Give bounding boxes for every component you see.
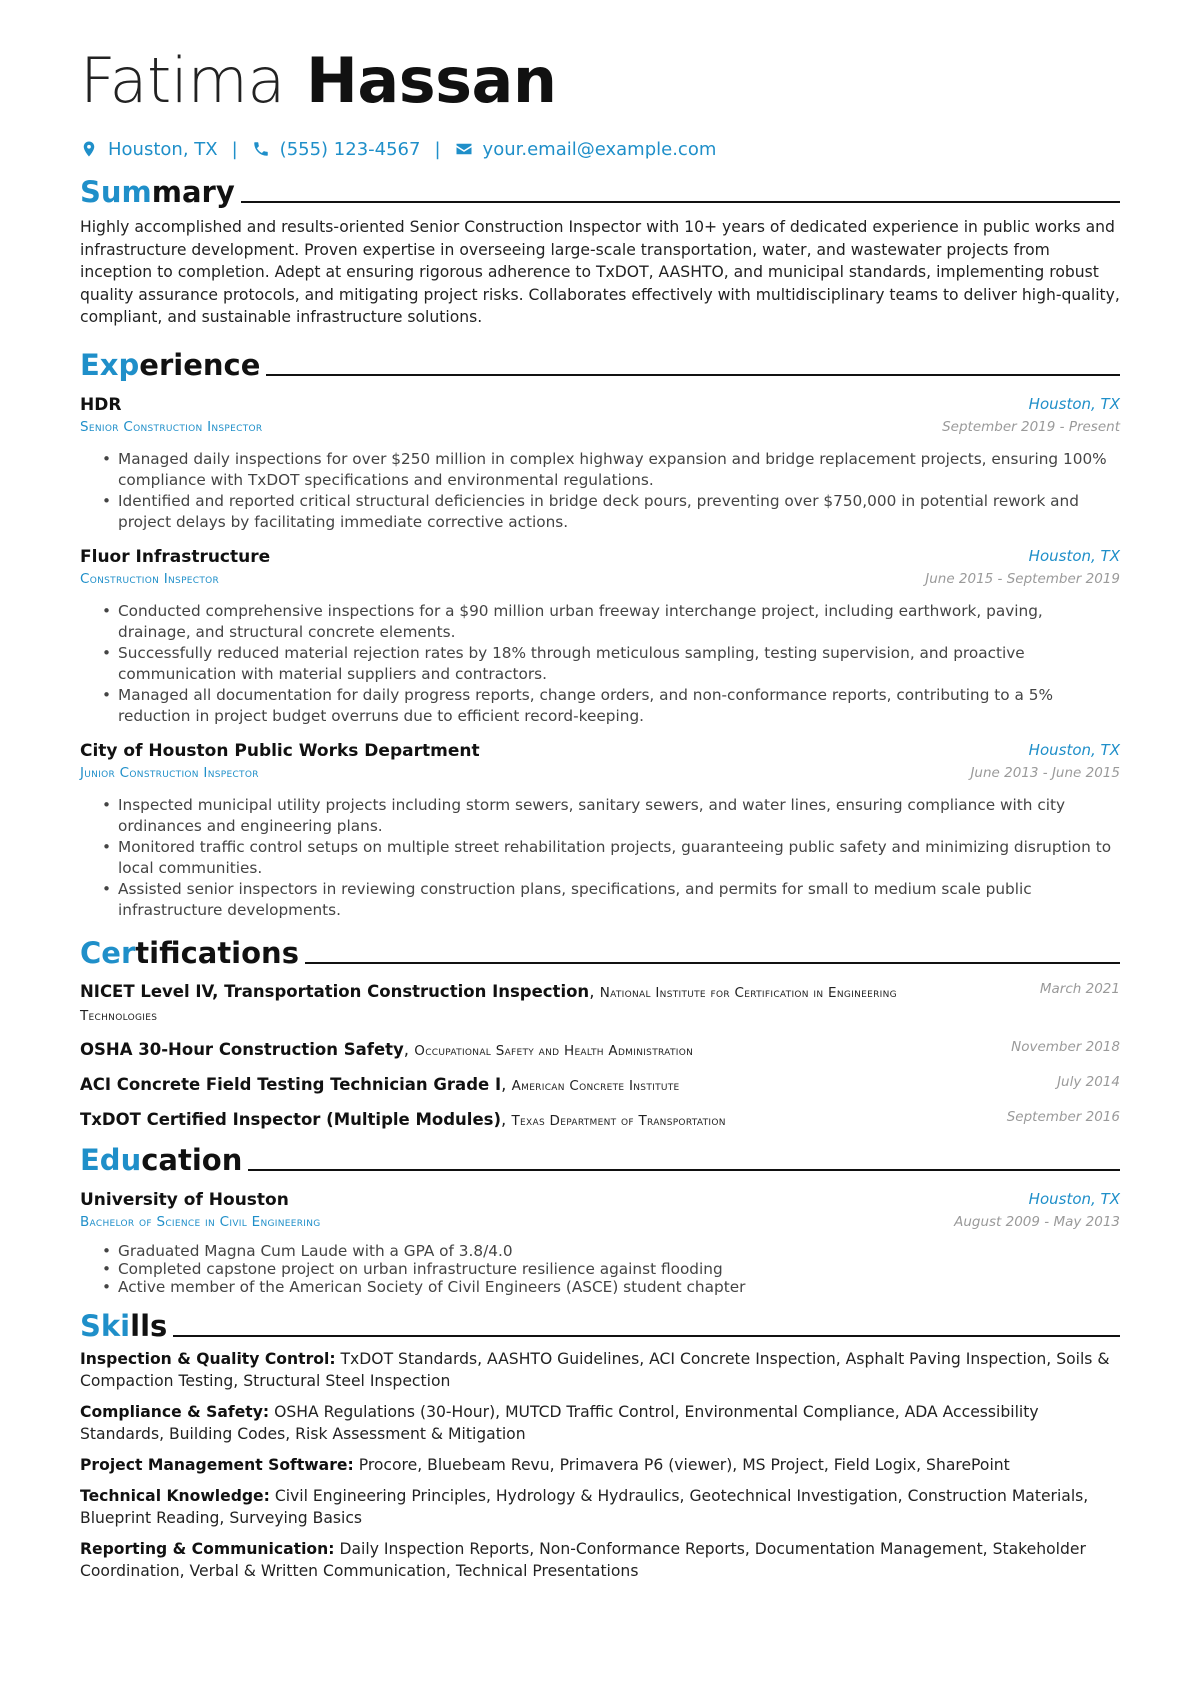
skill-row [80,1538,1120,1582]
certification-date: July 2014 [1057,1073,1120,1090]
school-location: Houston, TX [1028,1189,1120,1208]
certification-name: NICET Level IV, Transportation Construction Inspection [80,981,590,1001]
list-item: • Inspected municipal utility projects including storm sewers, sanitary sewers, and water lines, ensuring compliance with city ordinances and engineering plans. [118,795,1120,838]
heading-accent: Cer [80,935,136,970]
candidate-name [80,40,1120,122]
list-item: • Graduated Magna Cum Laude with a GPA of 3.8/4.0 [118,1242,1120,1261]
job-title: Senior Construction Inspector [80,418,263,435]
job-title: Construction Inspector [80,570,220,587]
certification-entry: NICET Level IV, Transportation Construction Inspection, National Institute for Certification in Engineering Technologies March 2021 [80,981,1120,1027]
list-item: • Managed daily inspections for over $250 million in complex highway expansion and bridge replacement projects, ensuring 100% compliance with TxDOT specifications and environmental regulations. [118,449,1120,492]
contact-line [80,136,1120,162]
heading-accent: Edu [80,1142,142,1177]
job-bullets [80,449,1120,534]
job-location: Houston, TX [1028,394,1120,413]
experience-entry [80,741,1120,922]
last-name: Hassan [305,44,557,117]
certifications-heading [80,931,1120,971]
heading-rule [241,201,1120,203]
skill-value: Daily Inspection Reports, Non-Conformance Reports, Documentation Management, Stakeholder Coordination, Verbal & Written Communication, Technical Presentations [80,1539,1086,1580]
phone-icon [252,140,270,158]
skills-heading [80,1304,1120,1344]
school-name: University of Houston [80,1189,289,1210]
certification-date: March 2021 [1039,980,1120,997]
map-marker-icon [80,140,98,158]
certification-date: November 2018 [1011,1038,1120,1055]
job-location: Houston, TX [1028,546,1120,565]
heading-accent: Exp [80,347,140,382]
contact-location [80,139,218,160]
skill-row [80,1348,1120,1392]
heading-rule [305,962,1120,964]
heading-rest: lls [130,1308,168,1343]
certification-issuer: Texas Department of Transportation [511,1112,726,1129]
job-dates: June 2015 - September 2019 [925,570,1120,587]
skill-label: Compliance & Safety: [80,1402,270,1421]
list-item: • Conducted comprehensive inspections for a $90 million urban freeway interchange project, including earthwork, paving, drainage, and structural concrete elements. [118,601,1120,644]
education-entry [80,1190,1120,1297]
employer-name: City of Houston Public Works Department [80,740,480,761]
job-location: Houston, TX [1028,740,1120,759]
skill-value: TxDOT Standards, AASHTO Guidelines, ACI Concrete Inspection, Asphalt Paving Inspection, Soils & Compaction Testing, Structural Steel Inspection [80,1349,1110,1390]
skill-row [80,1454,1120,1476]
email-text: your.email@example.com [482,138,717,160]
list-item: • Active member of the American Society of Civil Engineers (ASCE) student chapter [118,1278,1120,1297]
skill-label: Reporting & Communication: [80,1539,335,1558]
job-bullets [80,795,1120,922]
certification-issuer: American Concrete Institute [511,1077,680,1094]
education-dates: August 2009 - May 2013 [954,1213,1120,1230]
skill-label: Project Management Software: [80,1455,354,1474]
summary-text: Highly accomplished and results-oriented Senior Construction Inspector with 10+ years of dedicated experience in public works and infrastructure development. Proven expertise in overseeing large-scale transportation, water, and wastewater projects from inception to completion. Adept at ensuring rigorous adherence to TxDOT, AASHTO, and municipal standards, implementing robust quality assurance protocols, and mitigating project risks. Collaborates effectively with multidisciplinary teams to deliver high-quality, compliant, and sustainable infrastructure solutions. [80,218,1120,326]
heading-rule [173,1335,1120,1337]
list-item: • Managed all documentation for daily progress reports, change orders, and non-conformance reports, contributing to a 5% reduction in project budget overruns due to efficient record-keeping. [118,685,1120,728]
employer-name: HDR [80,394,122,415]
experience-heading [80,343,1120,383]
heading-rest: mary [151,175,235,209]
certification-issuer: National Institute for Certification in Engineering Technologies [80,984,897,1024]
certification-entry: ACI Concrete Field Testing Technician Grade I, American Concrete Institute July 2014 [80,1074,1120,1097]
skill-value: Procore, Bluebeam Revu, Primavera P6 (viewer), MS Project, Field Logix, SharePoint [358,1455,1010,1474]
experience-entry [80,547,1120,728]
heading-rest: erience [139,347,261,382]
employer-name: Fluor Infrastructure [80,546,271,567]
list-item: • Successfully reduced material rejection rates by 18% through meticulous sampling, testing supervision, and proactive communication with material suppliers and contractors. [118,643,1120,686]
heading-rest: cation [141,1142,243,1177]
location-text: Houston, TX [108,138,218,160]
skill-label: Technical Knowledge: [80,1486,270,1505]
contact-separator: | [434,138,441,160]
degree: Bachelor of Science in Civil Engineering [80,1213,321,1230]
contact-separator: | [231,138,238,160]
contact-email[interactable] [455,139,717,160]
skill-value: Civil Engineering Principles, Hydrology & Hydraulics, Geotechnical Investigation, Construction Materials, Blueprint Reading, Surveying Basics [80,1486,1089,1527]
phone-text: (555) 123-4567 [279,138,421,160]
heading-rule [248,1169,1120,1171]
certification-issuer: Occupational Safety and Health Administration [414,1042,694,1059]
education-heading [80,1138,1120,1178]
contact-phone[interactable] [252,139,421,160]
skill-row [80,1401,1120,1445]
resume-page [80,40,1120,1582]
job-dates: June 2013 - June 2015 [970,764,1120,781]
list-item: • Identified and reported critical structural deficiencies in bridge deck pours, preventing over $750,000 in potential rework and project delays by facilitating immediate corrective actions. [118,491,1120,534]
list-item: • Assisted senior inspectors in reviewing construction plans, specifications, and permits for small to medium scale public infrastructure developments. [118,879,1120,922]
certification-entry: OSHA 30-Hour Construction Safety, Occupational Safety and Health Administration November 2018 [80,1039,1120,1062]
job-bullets [80,601,1120,728]
certification-date: September 2016 [1006,1108,1120,1125]
experience-entry [80,395,1120,534]
heading-rest: tifications [135,935,299,970]
certification-name: TxDOT Certified Inspector (Multiple Modules) [80,1109,501,1129]
heading-accent: Ski [80,1308,131,1343]
envelope-icon [455,140,473,158]
list-item: • Monitored traffic control setups on multiple street rehabilitation projects, guaranteeing public safety and minimizing disruption to local communities. [118,837,1120,880]
job-title: Junior Construction Inspector [80,764,259,781]
heading-accent: Sum [80,175,152,209]
education-bullets [80,1242,1120,1297]
heading-rule [266,374,1120,376]
skill-row [80,1485,1120,1529]
skill-label: Inspection & Quality Control: [80,1349,336,1368]
first-name: Fatima [80,44,285,117]
summary-heading [80,170,1120,210]
certification-name: OSHA 30-Hour Construction Safety [80,1039,404,1059]
certification-name: ACI Concrete Field Testing Technician Grade I [80,1074,502,1094]
job-dates: September 2019 - Present [942,418,1120,435]
skill-value: OSHA Regulations (30-Hour), MUTCD Traffic Control, Environmental Compliance, ADA Accessibility Standards, Building Codes, Risk Assessment & Mitigation [80,1402,1039,1443]
list-item: • Completed capstone project on urban infrastructure resilience against flooding [118,1260,1120,1279]
certification-entry: TxDOT Certified Inspector (Multiple Modules), Texas Department of Transportation September 2016 [80,1109,1120,1132]
